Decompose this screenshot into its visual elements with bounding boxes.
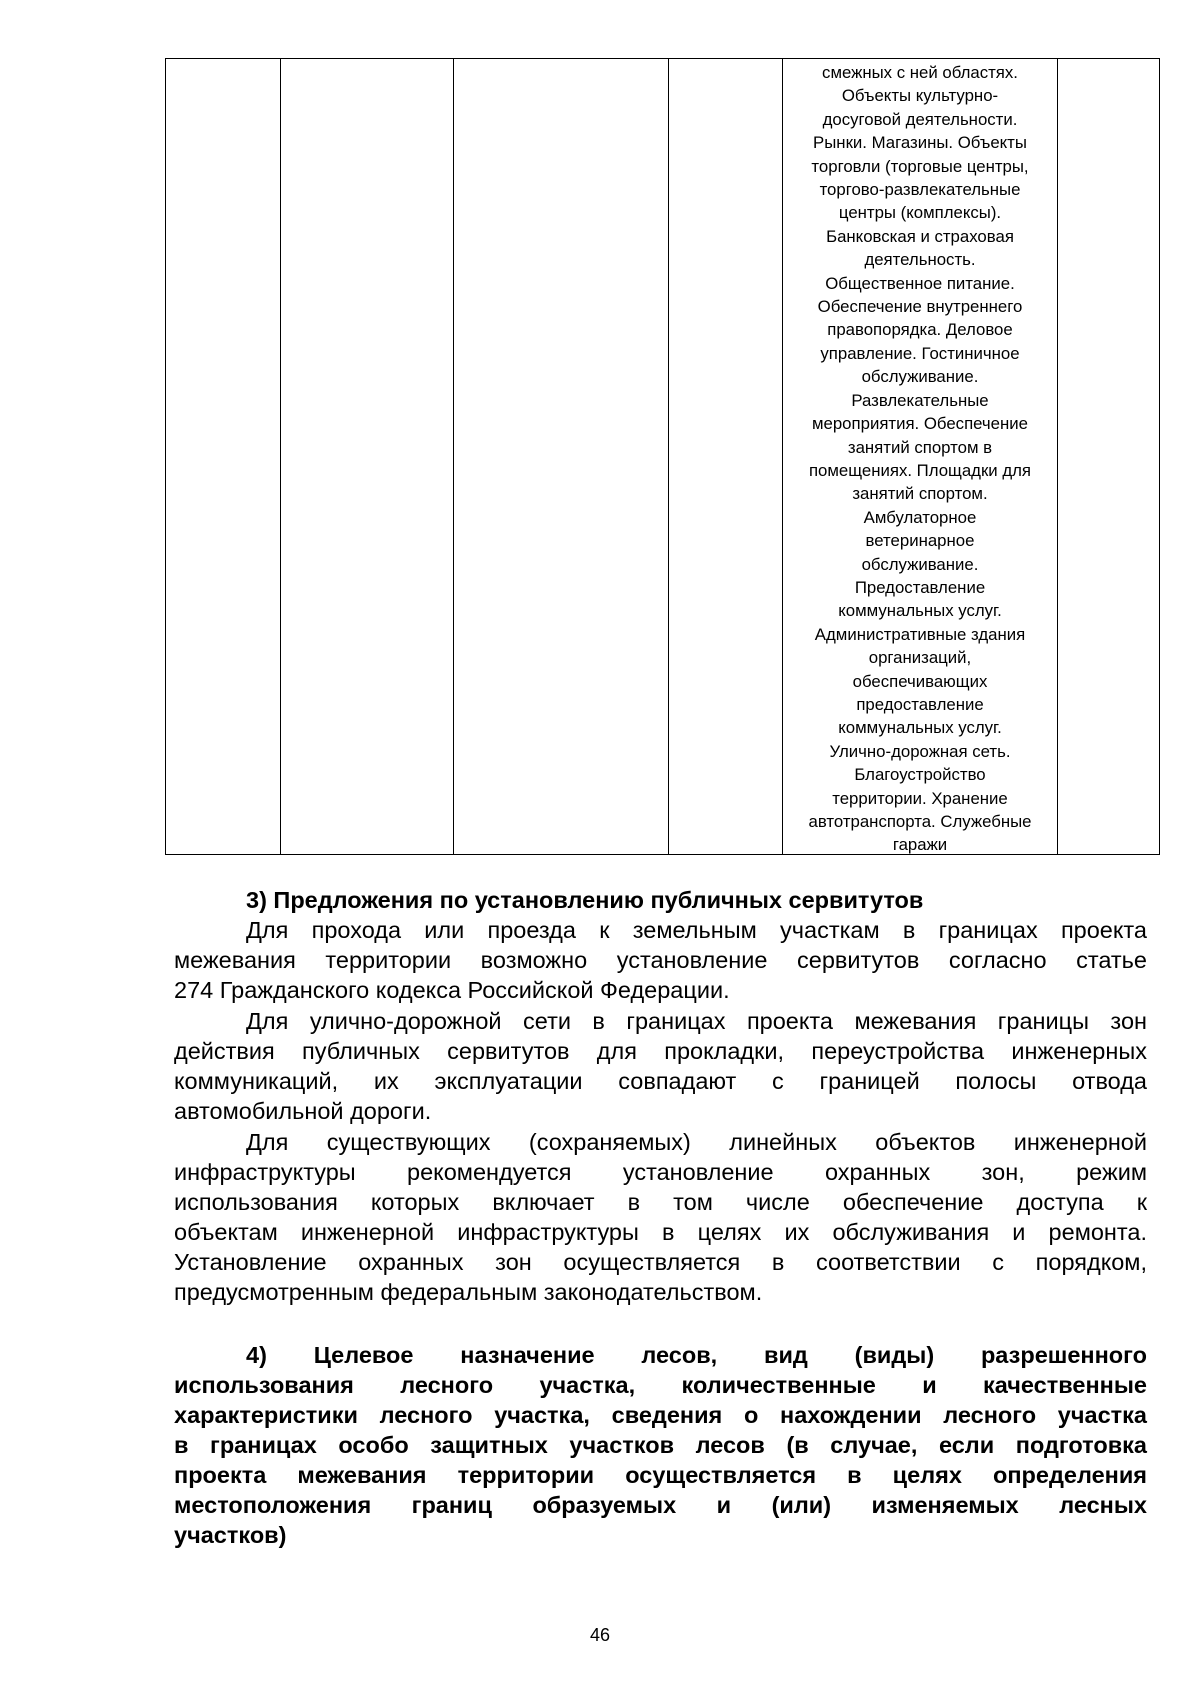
section-4-heading-line: 4) Целевое назначение лесов, вид (виды) разрешенного [246,1342,1147,1368]
cell-line: правопорядка. Деловое [827,320,1013,340]
section-4-heading-line: местоположения границ образуемых и (или) изменяемых лесных [174,1492,1147,1518]
section-3-heading: 3) Предложения по установлению публичных сервитутов [246,887,924,913]
paragraph-line: Для существующих (сохраняемых) линейных объектов инженерной [246,1129,1147,1155]
paragraph-line: автомобильной дороги. [174,1098,432,1124]
cell-line: центры (комплексы). [838,203,1002,223]
table-cell [454,59,669,855]
cell-line: гаражи [892,835,948,855]
paragraph-line: инфраструктуры рекомендуется установление охранных зон, режим [174,1159,1147,1185]
table-cell-permitted-uses [783,59,1058,855]
paragraph-line: межевания территории возможно установление сервитутов согласно статье [174,947,1147,973]
page-number: 46 [589,1625,611,1645]
cell-line: занятий спортом в [847,437,993,457]
cell-line: обслуживание. [861,554,979,574]
paragraph-line: Для улично-дорожной сети в границах проекта межевания границы зон [246,1008,1147,1034]
cell-line: управление. Гостиничное [820,343,1020,363]
cell-line: предоставление [856,694,984,714]
section-4-heading-line: участков) [174,1522,287,1548]
cell-line: Предоставление [854,577,986,597]
cell-line: организаций, [868,648,972,668]
section-4-heading-line: проекта межевания территории осуществляется в целях определения [174,1462,1147,1488]
table-cell [1058,59,1160,855]
cell-line: Банковская и страховая [826,226,1014,246]
cell-line: занятий спортом. [852,484,988,504]
paragraph-line: использования которых включает в том числе обеспечение доступа к [174,1189,1147,1215]
cell-line: территории. Хранение [832,788,1008,808]
paragraph-line: Установление охранных зон осуществляется в соответствии с порядком, [174,1249,1147,1275]
cell-line: Общественное питание. [825,273,1015,293]
paragraph-line: действия публичных сервитутов для прокладки, переустройства инженерных [174,1038,1147,1064]
land-use-table [165,58,1160,855]
cell-line: Административные здания [814,624,1026,644]
cell-line: мероприятия. Обеспечение [811,414,1028,434]
cell-line: Амбулаторное [863,507,977,527]
table-cell [166,59,281,855]
paragraph-line: коммуникаций, их эксплуатации совпадают с границей полосы отвода [174,1068,1147,1094]
paragraph-line: Для прохода или проезда к земельным участкам в границах проекта [246,917,1147,943]
cell-line: помещениях. Площадки для [808,460,1032,480]
cell-line: ветеринарное [865,531,975,551]
cell-line: досуговой деятельности. [822,109,1018,129]
cell-line: Развлекательные [851,390,989,410]
cell-line: Обеспечение внутреннего [817,297,1023,317]
cell-line: Благоустройство [854,765,986,785]
cell-line: обеспечивающих [852,671,988,691]
cell-line: смежных с ней областях. [822,63,1018,82]
cell-line: коммунальных услуг. [838,718,1002,738]
section-4-heading-line: в границах особо защитных участков лесов (в случае, если подготовка [174,1432,1147,1458]
cell-line: Улично-дорожная сеть. [829,741,1011,761]
table-cell [669,59,783,855]
cell-line: автотранспорта. Служебные [808,812,1032,831]
cell-line: торговли (торговые центры, [811,156,1029,176]
paragraph-line: объектам инженерной инфраструктуры в целях их обслуживания и ремонта. [174,1219,1147,1245]
cell-line: Объекты культурно- [841,86,999,106]
paragraph-line: 274 Гражданского кодекса Российской Федерации. [174,977,730,1003]
cell-line: коммунальных услуг. [838,601,1002,621]
section-4-heading-line: характеристики лесного участка, сведения о нахождении лесного участка [174,1402,1147,1428]
table-cell [281,59,454,855]
cell-line: Рынки. Магазины. Объекты [813,133,1027,153]
cell-line: деятельность. [864,250,976,270]
cell-line: обслуживание. [861,367,979,387]
cell-line: торгово-развлекательные [819,180,1021,200]
paragraph-line: предусмотренным федеральным законодательством. [174,1279,763,1305]
table-row [166,59,1160,855]
section-4-heading-line: использования лесного участка, количественные и качественные [174,1372,1147,1398]
